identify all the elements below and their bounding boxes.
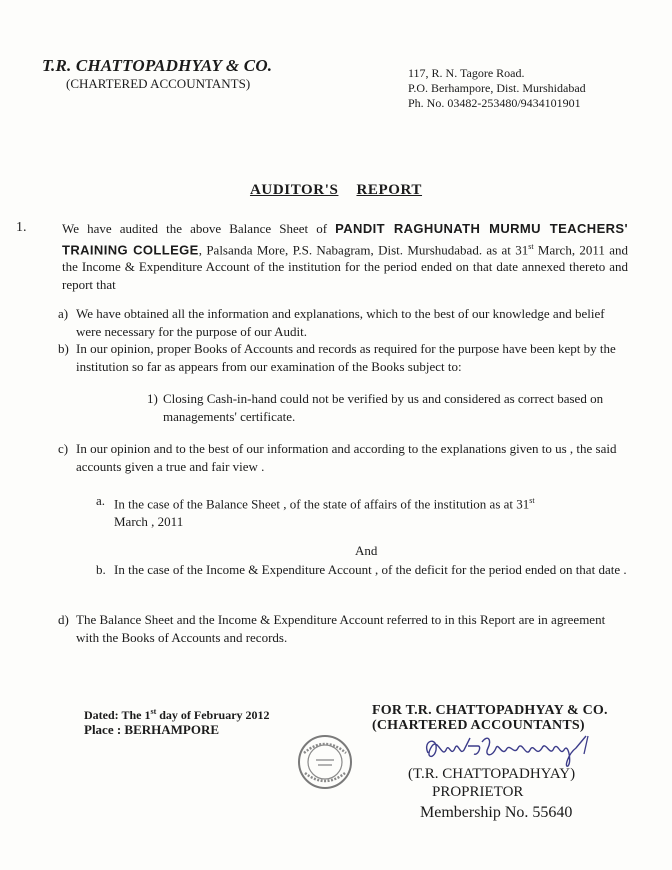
item-b1-label: 1) [147, 391, 158, 406]
item-b-label: b) [58, 341, 69, 356]
item-c-a-text-b: March , 2011 [114, 513, 184, 529]
paragraph-number: 1. [16, 220, 27, 235]
item-c-label: c) [58, 441, 69, 456]
intro-text-b: , Palsanda More, P.S. Nabagram, Dist. Murshudabad. as at 31 [198, 241, 529, 257]
membership-number: Membership No. 55640 [420, 804, 573, 821]
intro-text-c: March, 2011 and the Income & Expenditure Account of the institution for the period ended on that date annexed thereto and report that [62, 241, 628, 292]
item-c-a-text-a: In the case of the Balance Sheet , of the state of affairs of the institution as at 31 [114, 496, 530, 512]
firm-subtitle: (CHARTERED ACCOUNTANTS) [66, 76, 251, 91]
item-a-text: We have obtained all the information and explanations, which to the best of our knowledge and belief were necessary for the purpose of our Audit. [76, 306, 605, 339]
intro-paragraph [62, 220, 628, 293]
item-c-b-label: b. [96, 562, 106, 577]
intro-sup: st [528, 241, 534, 251]
item-c-b-text: In the case of the Income & Expenditure Account , of the deficit for the period ended on that date . [114, 562, 627, 577]
item-c-text: In our opinion and to the best of our information and according to the explanations given to us , the said accounts given a true and fair view . [76, 441, 617, 474]
and-connector: And [355, 543, 378, 558]
address-line-2: P.O. Berhampore, Dist. Murshidabad [408, 81, 586, 95]
signing-firm: FOR T.R. CHATTOPADHYAY & CO. [372, 703, 608, 718]
date-sup: st [150, 707, 157, 716]
item-c-a-text [114, 492, 619, 530]
item-b-text: In our opinion, proper Books of Accounts and records as required for the purpose have been kept by the institution so far as appears from our examination of the Books subject to: [76, 341, 616, 374]
date-text-b: day of February 2012 [156, 708, 270, 722]
report-title [0, 182, 672, 199]
signatory-title: PROPRIETOR [432, 784, 524, 800]
date-line [84, 707, 270, 723]
round-seal-stamp [296, 733, 354, 791]
firm-name: T.R. CHATTOPADHYAY & CO. [42, 56, 273, 75]
place-line: Place : BERHAMPORE [84, 722, 220, 737]
item-c-a-label: a. [96, 493, 106, 508]
intro-text-a: We have audited the above Balance Sheet of [62, 221, 336, 236]
signatory-name: (T.R. CHATTOPADHYAY) [408, 766, 576, 782]
address-line-3: Ph. No. 03482-253480/9434101901 [408, 96, 581, 110]
date-text-a: Dated: The 1 [84, 708, 151, 722]
item-c-a-sup: st [529, 496, 535, 505]
report-title-word-2: REPORT [356, 182, 423, 198]
report-title-word-1: AUDITOR'S [249, 182, 339, 198]
handwritten-signature [418, 728, 618, 770]
address-line-1: 117, R. N. Tagore Road. [408, 66, 525, 80]
item-d-label: d) [58, 612, 69, 627]
item-d-text: The Balance Sheet and the Income & Expenditure Account referred to in this Report are in agreement with the Books of Accounts and records. [76, 612, 606, 645]
signing-firm-subtitle: (CHARTERED ACCOUNTANTS) [372, 718, 585, 733]
item-b1-text: Closing Cash-in-hand could not be verified by us and considered as correct based on managements' certificate. [163, 391, 604, 424]
item-a-label: a) [58, 306, 69, 321]
firm-address [408, 66, 586, 111]
college-name: PANDIT RAGHUNATH MURMU TEACHERS' TRAINING COLLEGE [62, 221, 628, 257]
